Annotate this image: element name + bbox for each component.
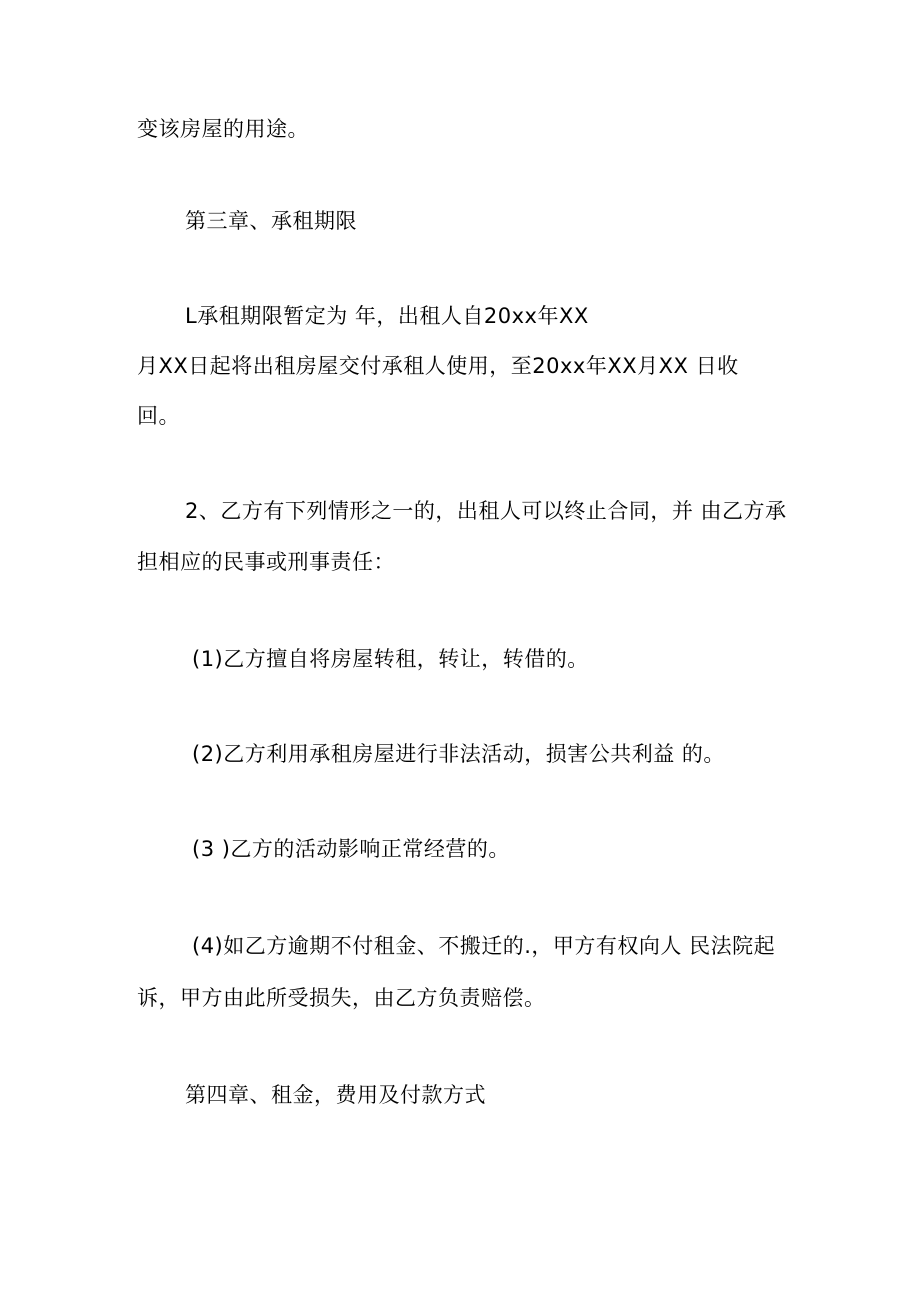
chapter-heading-4: 第四章、租金，费用及付款方式 <box>185 1083 486 1107</box>
sub-item-1: (1)乙方擅自将房屋转租，转让，转借的。 <box>192 647 589 671</box>
clause-1-line-2: 月XX日起将出租房屋交付承租人使用，至20xx年XX月XX 日收 <box>137 354 739 378</box>
clause-1-line-1: L承租期限暂定为 年，出租人自20xx年XX <box>185 304 589 328</box>
text-line-continuation: 变该房屋的用途。 <box>137 117 309 141</box>
clause-2-line-1: 2、乙方有下列情形之一的，出租人可以终止合同，并 由乙方承 <box>185 499 787 523</box>
sub-item-2: (2)乙方利用承租房屋进行非法活动，损害公共利益 的。 <box>192 742 725 766</box>
clause-2-line-2: 担相应的民事或刑事责任： <box>137 550 395 574</box>
sub-item-4-line-2: 诉，甲方由此所受损失，由乙方负责赔偿。 <box>137 986 546 1010</box>
chapter-heading-3: 第三章、承租期限 <box>185 209 357 233</box>
sub-item-3: (3 )乙方的活动影响正常经营的。 <box>192 837 510 861</box>
sub-item-4-line-1: (4)如乙方逾期不付租金、不搬迁的.，甲方有权向人 民法院起 <box>192 934 776 958</box>
clause-1-line-3: 回。 <box>137 404 180 428</box>
